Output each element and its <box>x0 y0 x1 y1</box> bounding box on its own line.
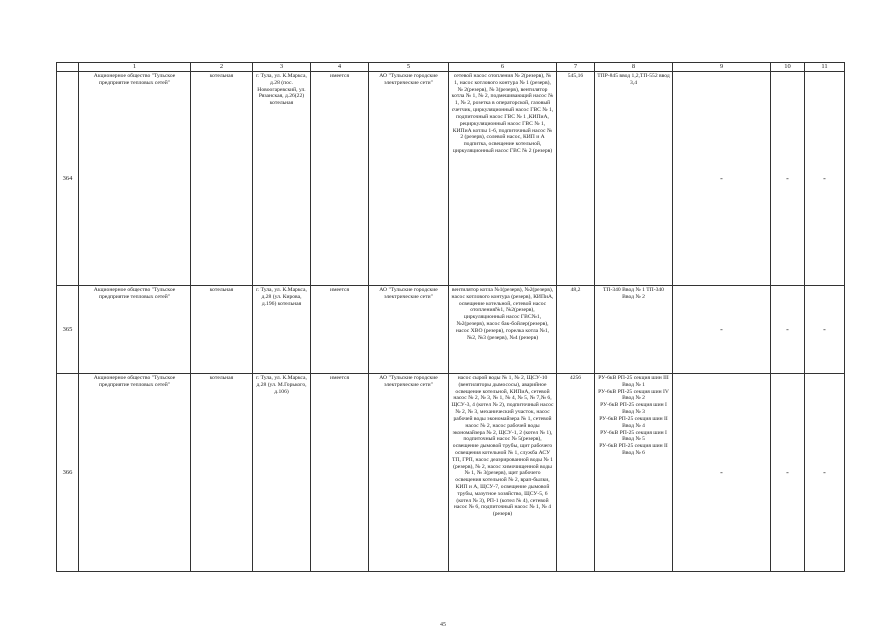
object-type-cell: котельная <box>191 374 253 572</box>
col9-cell: - <box>673 374 771 572</box>
input-line: РУ-6кВ РП-25 секция шин I Ввод № 3 <box>600 402 667 416</box>
input-line: РУ-6кВ РП-25 секция шин IV Ввод № 2 <box>598 388 669 402</box>
header-cell: 3 <box>253 63 311 72</box>
input-line: РУ-6кВ РП-25 секция шин II Ввод № 6 <box>599 443 668 456</box>
row-number: 365 <box>57 286 79 374</box>
address-cell: г. Тула, ул. К.Маркса, д.28 (ул. М.Горького, д.106) <box>253 374 311 572</box>
row-number: 366 <box>57 374 79 572</box>
table-row <box>57 374 845 572</box>
col10-cell: - <box>771 374 805 572</box>
address-cell: г. Тула, ул. К.Маркса, д.28 (ул. Кирова, д.196) котельная <box>253 286 311 374</box>
address-cell: г. Тула, ул. К.Маркса, д.28 (пос. Новоогаревский, ул. Рязанская, д.26(22) котельная <box>253 72 311 286</box>
owner-cell: Акционерное общество "Тульское предприятие тепловых сетей" <box>79 72 191 286</box>
owner-cell: Акционерное общество "Тульское предприятие тепловых сетей" <box>79 286 191 374</box>
col9-cell: - <box>673 286 771 374</box>
power-cell: 4256 <box>557 374 595 572</box>
header-cell: 11 <box>805 63 845 72</box>
table-row <box>57 72 845 286</box>
input-line: РУ-6кВ РП-25 секция шин III Ввод № 1 <box>598 375 669 388</box>
supplier-cell: АО "Тульские городские электрические сети" <box>369 72 449 286</box>
col10-cell: - <box>771 72 805 286</box>
page-number: 45 <box>440 622 446 628</box>
input-cell: ТП-340 Ввод № 1 ТП-340 Ввод № 2 <box>595 286 673 374</box>
header-cell: 4 <box>311 63 369 72</box>
col10-cell: - <box>771 286 805 374</box>
col11-cell: - <box>805 72 845 286</box>
power-cell: 48,2 <box>557 286 595 374</box>
equipment-cell: вентилятор котла №1(резерв), №2(резерв), насос котлового контура (резерв), КИПиА, освещение котельной, сетевой насос отопления№1, №2(резерв), циркуляционный насос ГВС№1, №2(резерв), насос бак-бойлер(резерв), насос ХВО (резерв), горелка котла №1, №2, №3 (резерв), №4 (резерв) <box>449 286 557 374</box>
col11-cell: - <box>805 374 845 572</box>
col9-cell: - <box>673 72 771 286</box>
status-cell: имеется <box>311 286 369 374</box>
object-type-cell: котельная <box>191 286 253 374</box>
header-cell: 6 <box>449 63 557 72</box>
status-cell: имеется <box>311 72 369 286</box>
header-cell: 9 <box>673 63 771 72</box>
equipment-cell: насос сырой воды № 1, № 2, ЩСУ-10 (вентиляторы дымососы), аварийное освещение котельной, КИПиА, сетевой насос № 2, № 3, № 1, № 4, № 5, № 7,№ 6, ЩСУ-3, 4 (котел № 2), подпиточный насос № 2, № 3, механический участок, насос рабочей воды экономайзера № 1, сетевой насос № 2, насос рабочей воды экономайзера № 2, ЩСУ-1, 2 (котел № 1), подпиточный насос № 5(резерв), освещение дымовой трубы, щит рабочего освещения котельной № 1, служба АСУ ТП, ГРП, насос деаэрированной воды № 1 (резерв), № 2, насос химочищенной воды № 1, № 3(резерв), щит рабочего освещения котельной № 2, врап-былки, КИП и А, ЩСУ-7, освещение дымовой трубы, мазутное хозяйство, ЩСУ-5, 6 (котел № 3), РП-1 (котел № 4), сетевой насос № 6, подпиточный насос № 1, № 4 (резерв) <box>449 374 557 572</box>
header-cell: 8 <box>595 63 673 72</box>
input-line: РУ-6кВ РП-25 секция шин II Ввод № 4 <box>599 415 668 429</box>
status-cell: имеется <box>311 374 369 572</box>
header-row <box>57 63 845 72</box>
table-row <box>57 286 845 374</box>
equipment-cell: сетевой насос отопления № 2(резерв), № 1, насос котлового контура № 1 (резерв), № 2(резерв), № 3(резерв), вентилятор котла № 1, № 2, подмешивающий насос № 1, № 2, розетка в операторской, газовый счетчик, циркуляционный насос ГВС № 1, подпиточный насос ГВС № 1 ,КИПиА, рециркуляционный насос ГВС № 1, КИПиА котлы 1-6, подпиточный насос № 2 (резерв), солевой насос, КИП и А подпитка, освещение котельной, циркуляционный насос ГВС № 2 (резерв) <box>449 72 557 286</box>
register-table <box>56 62 845 572</box>
power-cell: 545,16 <box>557 72 595 286</box>
header-cell: 5 <box>369 63 449 72</box>
supplier-cell: АО "Тульские городские электрические сети" <box>369 374 449 572</box>
col11-cell: - <box>805 286 845 374</box>
header-cell: 1 <box>79 63 191 72</box>
header-cell: 7 <box>557 63 595 72</box>
owner-cell: Акционерное общество "Тульское предприятие тепловых сетей" <box>79 374 191 572</box>
header-cell: 10 <box>771 63 805 72</box>
input-cell: ТПР-845 ввод 1,2,ТП-552 ввод 3,4 <box>595 72 673 286</box>
row-number: 364 <box>57 72 79 286</box>
input-line: РУ-6кВ РП-25 секция шин I Ввод № 5 <box>600 429 667 443</box>
supplier-cell: АО "Тульские городские электрические сети" <box>369 286 449 374</box>
input-cell <box>595 374 673 572</box>
header-cell: 2 <box>191 63 253 72</box>
object-type-cell: котельная <box>191 72 253 286</box>
